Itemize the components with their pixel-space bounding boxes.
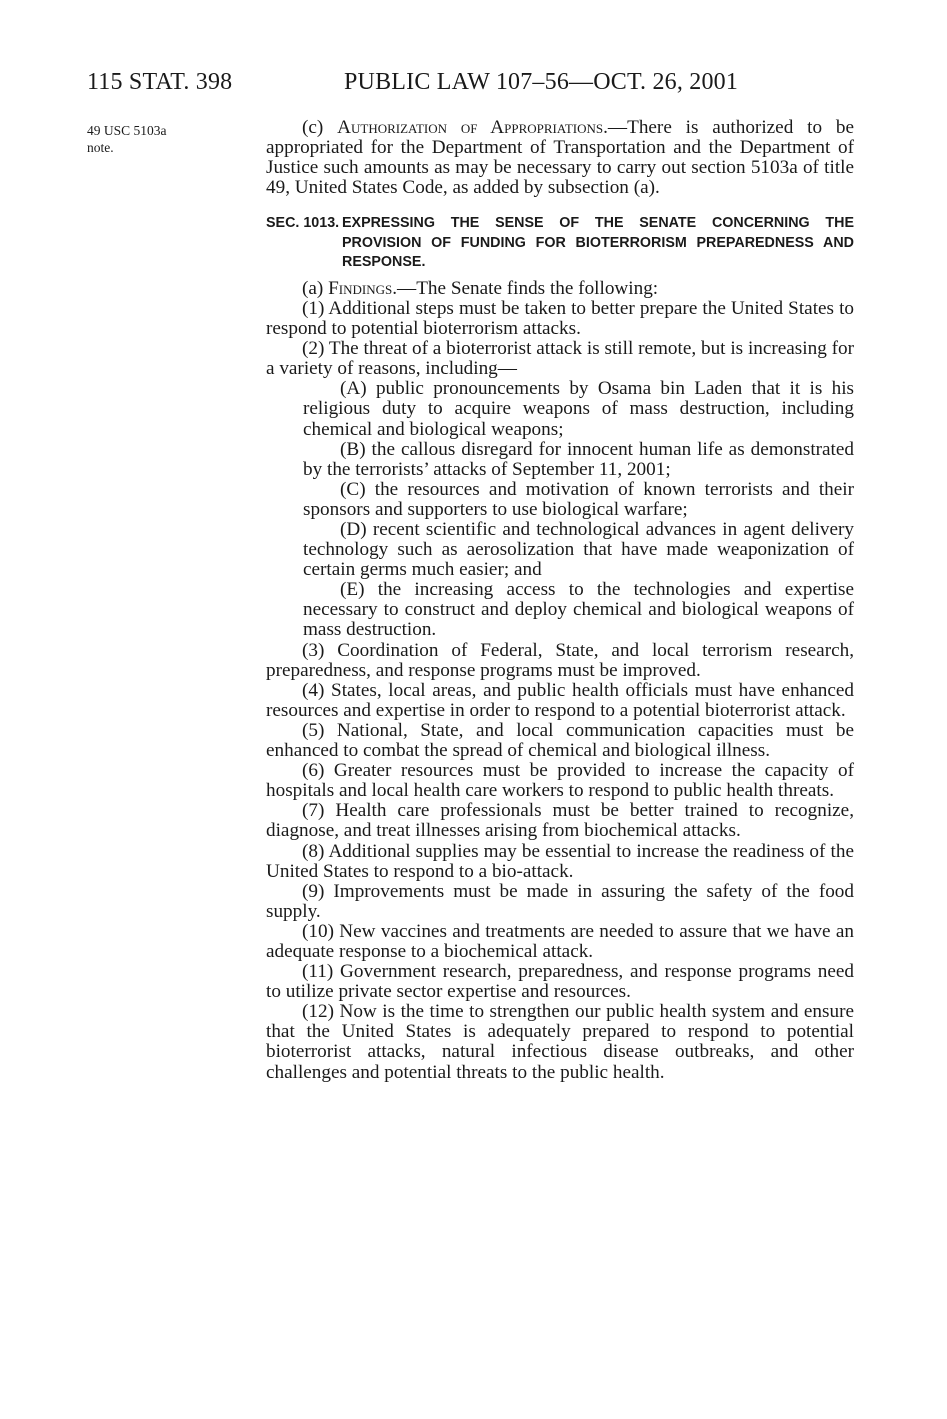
- finding-2-a: (A) public pronouncements by Osama bin Laden that it is his religious duty to acquire weapons of mass destruction, including chemical and biological weapons;: [303, 378, 854, 440]
- finding-3: (3) Coordination of Federal, State, and local terrorism research, preparedness, and response programs must be improved.: [266, 639, 854, 681]
- document-body: [266, 118, 854, 1083]
- finding-5: (5) National, State, and local communication capacities must be enhanced to combat the spread of chemical and biological illness.: [266, 719, 854, 762]
- finding-2-b: (B) the callous disregard for innocent human life as demonstrated by the terrorists’ attacks of September 11, 2001;: [303, 438, 854, 480]
- subsection-c-label: (c): [302, 117, 338, 138]
- section-number: SEC. 1013.: [266, 215, 340, 232]
- finding-7: (7) Health care professionals must be better trained to recognize, diagnose, and treat illnesses arising from biochemical attacks.: [266, 800, 854, 842]
- findings-intro-text: .—The Senate finds the following:: [392, 277, 659, 299]
- margin-note: [87, 122, 167, 156]
- subsection-c-heading: Authorization of Appropriations: [337, 117, 604, 138]
- page-stat-citation: 115 STAT. 398: [87, 69, 233, 95]
- findings-heading: Findings: [328, 277, 393, 299]
- finding-2-c: (C) the resources and motivation of known terrorists and their sponsors and supporters to use biological warfare;: [303, 478, 854, 520]
- finding-9: (9) Improvements must be made in assuring the safety of the food supply.: [266, 880, 854, 922]
- page-law-header: PUBLIC LAW 107–56—OCT. 26, 2001: [344, 69, 739, 95]
- subsection-c: [266, 118, 854, 198]
- finding-8: (8) Additional supplies may be essential to increase the readiness of the United States to respond to a bio-attack.: [266, 840, 854, 882]
- section-title: EXPRESSING THE SENSE OF THE SENATE CONCERNING THE PROVISION OF FUNDING FOR BIOTERRORISM PREPAREDNESS AND RESPONSE.: [342, 215, 854, 271]
- margin-note-citation: 49 USC 5103a: [87, 123, 167, 138]
- margin-note-label: note.: [87, 140, 114, 155]
- findings-label: (a): [302, 277, 329, 299]
- finding-11: (11) Government research, preparedness, and response programs need to utilize private sector expertise and resources.: [266, 961, 854, 1003]
- finding-2-e: (E) the increasing access to the technologies and expertise necessary to construct and deploy chemical and biological weapons of mass destruction.: [303, 579, 854, 641]
- finding-1: (1) Additional steps must be taken to better prepare the United States to respond to potential bioterrorism attacks.: [266, 297, 854, 340]
- finding-10: (10) New vaccines and treatments are needed to assure that we have an adequate response to a biochemical attack.: [266, 920, 854, 962]
- finding-4: (4) States, local areas, and public health officials must have enhanced resources and expertise in order to respond to a potential bioterrorist attack.: [266, 679, 854, 721]
- finding-12: (12) Now is the time to strengthen our public health system and ensure that the United States is adequately prepared to respond to potential bioterrorist attacks, natural infectious disease outbreaks, and other challenges and potential threats to the public health.: [266, 1001, 854, 1083]
- subsection-c-text: .—There is authorized to be appropriated for the Department of Transportation and the Department of Justice such amounts as may be necessary to carry out section 5103a of title 49, United States Code, as added by subsection (a).: [266, 117, 854, 199]
- finding-2-d: (D) recent scientific and technological advances in agent delivery technology such as aerosolization that have made weaponization of certain germs much easier; and: [303, 519, 854, 581]
- findings-intro: [266, 279, 854, 299]
- finding-2: (2) The threat of a bioterrorist attack is still remote, but is increasing for a variety of reasons, including—: [266, 338, 854, 380]
- section-heading: [266, 214, 854, 273]
- finding-6: (6) Greater resources must be provided to increase the capacity of hospitals and local health care workers to respond to public health threats.: [266, 760, 854, 802]
